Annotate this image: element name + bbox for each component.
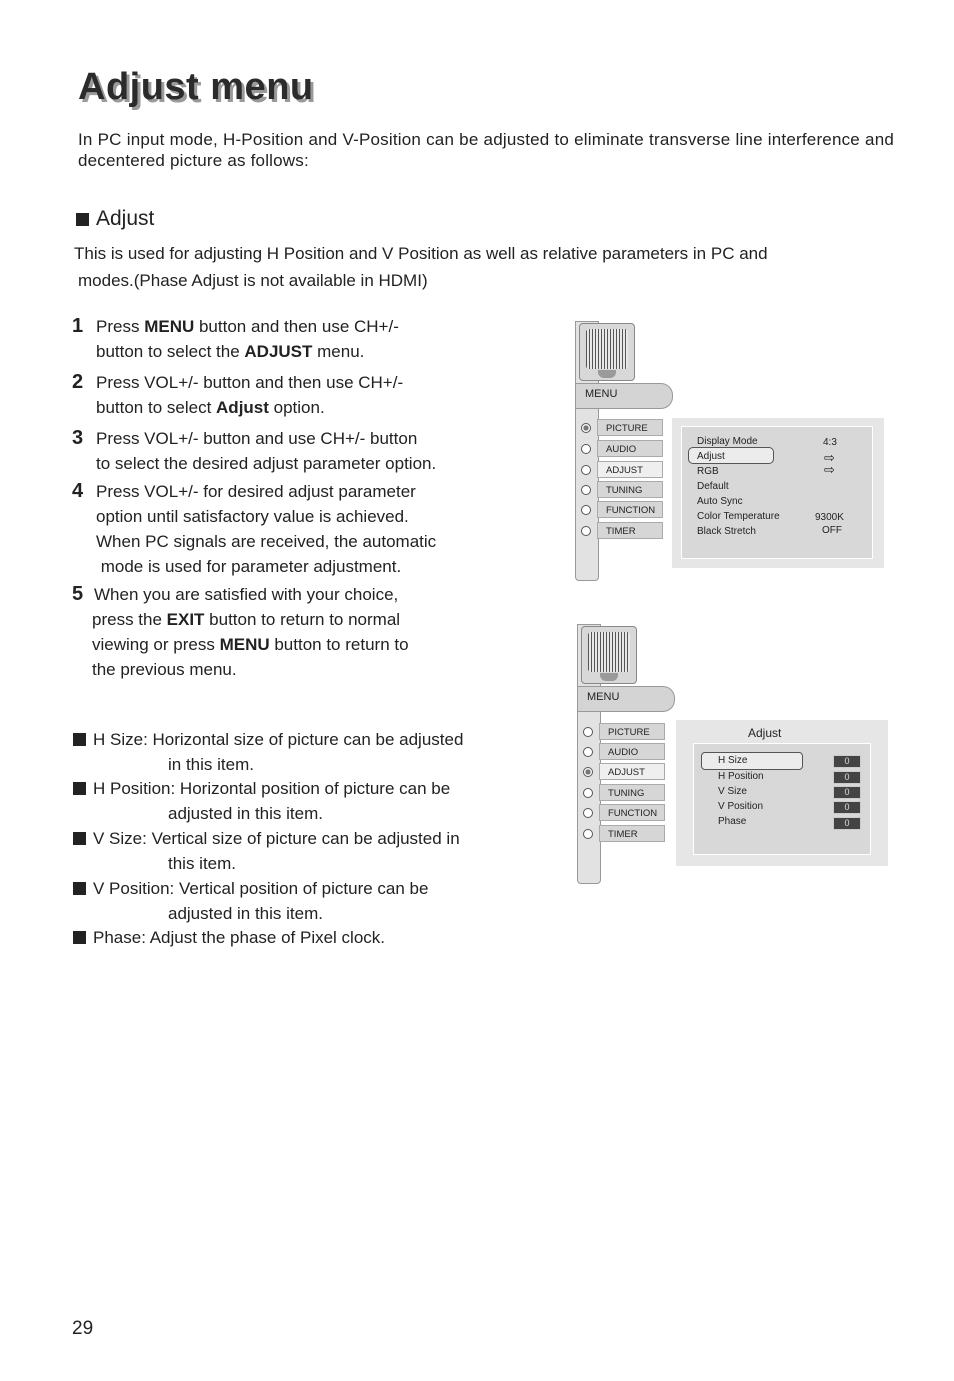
menu-item-picture[interactable]: PICTURE — [597, 419, 663, 436]
section-title: Adjust — [96, 207, 155, 230]
menu-item-tuning[interactable]: TUNING — [599, 784, 665, 801]
radio-icon[interactable] — [583, 788, 593, 798]
tv-icon — [579, 323, 635, 381]
section-desc-line-1: This is used for adjusting H Position and V Position as well as relative parameters in PC and — [74, 244, 768, 263]
step-2 — [72, 370, 403, 420]
option-adjust[interactable]: Adjust — [697, 451, 725, 462]
black-stretch-value: OFF — [822, 525, 842, 536]
bullet-phase — [73, 926, 385, 951]
step-number: 3 — [72, 427, 84, 449]
color-temp-value: 9300K — [815, 512, 844, 523]
square-bullet-icon — [73, 832, 86, 845]
menu-item-audio[interactable]: AUDIO — [599, 743, 665, 760]
radio-icon[interactable] — [581, 485, 591, 495]
option-h-size[interactable]: H Size — [718, 755, 748, 766]
step-keyword: ADJUST — [244, 342, 313, 361]
menu-item-adjust[interactable]: ADJUST — [599, 763, 665, 780]
radio-icon[interactable] — [583, 767, 593, 777]
radio-icon[interactable] — [583, 808, 593, 818]
step-keyword: Adjust — [216, 398, 269, 417]
option-color-temperature[interactable]: Color Temperature — [697, 511, 780, 522]
arrow-right-icon: ⇨ — [824, 462, 835, 477]
radio-icon[interactable] — [581, 526, 591, 536]
step-text: option until satisfactory value is achieved. — [96, 507, 409, 526]
menu-item-timer[interactable]: TIMER — [599, 825, 665, 842]
bullet-text: H Size: Horizontal size of picture can be adjusted — [93, 730, 464, 749]
radio-icon[interactable] — [583, 747, 593, 757]
bullet-v-size — [73, 827, 460, 876]
bullet-v-position — [73, 877, 428, 926]
step-text: Press VOL+/- button and then use CH+/- — [96, 373, 404, 392]
option-h-position[interactable]: H Position — [718, 771, 764, 782]
step-text: button to select — [96, 398, 217, 417]
menu-item-function[interactable]: FUNCTION — [597, 501, 663, 518]
option-v-size[interactable]: V Size — [718, 786, 747, 797]
step-text: mode is used for parameter adjustment. — [96, 557, 402, 576]
step-text: menu. — [312, 342, 365, 361]
step-number: 4 — [72, 480, 84, 502]
bullet-text: V Position: Vertical position of picture can be — [93, 879, 429, 898]
step-keyword: MENU — [219, 635, 270, 654]
step-number: 5 — [72, 583, 84, 605]
bullet-h-position — [73, 777, 450, 826]
option-default[interactable]: Default — [697, 481, 729, 492]
bullet-text: V Size: Vertical size of picture can be adjusted in — [93, 829, 460, 848]
step-number: 1 — [72, 315, 84, 337]
step-3 — [72, 426, 436, 476]
step-keyword: MENU — [144, 317, 195, 336]
bullet-h-size — [73, 728, 463, 777]
menu-item-timer[interactable]: TIMER — [597, 522, 663, 539]
option-v-position[interactable]: V Position — [718, 801, 764, 812]
step-5 — [72, 582, 409, 682]
step-4 — [72, 479, 436, 579]
display-mode-value: 4:3 — [823, 437, 837, 448]
step-text: Press — [96, 317, 145, 336]
step-1 — [72, 314, 399, 364]
value-box[interactable]: 0 — [833, 801, 861, 814]
step-text: the previous menu. — [92, 660, 237, 679]
step-text: to select the desired adjust parameter option. — [96, 454, 437, 473]
option-auto-sync[interactable]: Auto Sync — [697, 496, 743, 507]
page-number: 29 — [72, 1318, 94, 1339]
menu-item-adjust[interactable]: ADJUST — [597, 461, 663, 478]
square-bullet-icon — [76, 213, 89, 226]
square-bullet-icon — [73, 733, 86, 746]
square-bullet-icon — [73, 882, 86, 895]
option-rgb[interactable]: RGB — [697, 466, 719, 477]
bullet-text: adjusted in this item. — [168, 803, 323, 823]
step-keyword: EXIT — [166, 610, 205, 629]
osd-menu-adjust — [575, 321, 895, 591]
value-box[interactable]: 0 — [833, 817, 861, 830]
adjust-panel-title: Adjust — [748, 726, 782, 740]
radio-icon[interactable] — [581, 444, 591, 454]
radio-icon[interactable] — [583, 727, 593, 737]
menu-item-tuning[interactable]: TUNING — [597, 481, 663, 498]
menu-label: MENU — [585, 388, 618, 400]
step-text: Press VOL+/- button and use CH+/- button — [96, 429, 418, 448]
radio-icon[interactable] — [581, 465, 591, 475]
step-text: button and then use CH+/- — [194, 317, 399, 336]
radio-icon[interactable] — [583, 829, 593, 839]
section-desc-line-2: modes.(Phase Adjust is not available in HDMI) — [78, 271, 428, 290]
value-box[interactable]: 0 — [833, 786, 861, 799]
step-text: button to return to — [269, 635, 409, 654]
step-text: When PC signals are received, the automatic — [96, 532, 437, 551]
radio-icon[interactable] — [581, 423, 591, 433]
option-phase[interactable]: Phase — [718, 816, 747, 827]
tv-icon — [581, 626, 637, 684]
step-text: button to select the — [96, 342, 245, 361]
osd-menu-adjust-submenu — [577, 624, 897, 894]
option-black-stretch[interactable]: Black Stretch — [697, 526, 756, 537]
bullet-text: adjusted in this item. — [168, 903, 323, 923]
bullet-text: this item. — [168, 853, 237, 873]
value-box[interactable]: 0 — [833, 755, 861, 768]
step-text: press the — [92, 610, 167, 629]
value-box[interactable]: 0 — [833, 771, 861, 784]
bullet-text: Phase: Adjust the phase of Pixel clock. — [93, 928, 386, 947]
step-text: button to return to normal — [204, 610, 401, 629]
menu-item-function[interactable]: FUNCTION — [599, 804, 665, 821]
intro-paragraph: In PC input mode, H-Position and V-Position can be adjusted to eliminate transverse line interference and decentered picture as follows: — [78, 130, 894, 170]
square-bullet-icon — [73, 931, 86, 944]
arrow-right-icon: ⇨ — [824, 450, 835, 465]
step-text: viewing or press — [92, 635, 220, 654]
option-display-mode[interactable]: Display Mode — [697, 436, 758, 447]
menu-item-picture[interactable]: PICTURE — [599, 723, 665, 740]
section-description — [74, 240, 894, 294]
menu-label: MENU — [587, 691, 620, 703]
square-bullet-icon — [73, 782, 86, 795]
step-text: When you are satisfied with your choice, — [94, 585, 399, 604]
bullet-text: in this item. — [168, 754, 254, 774]
page-title: Adjust menu — [78, 66, 314, 108]
radio-icon[interactable] — [581, 505, 591, 515]
step-text: Press VOL+/- for desired adjust parameter — [96, 482, 416, 501]
selection-highlight — [701, 752, 803, 770]
menu-item-audio[interactable]: AUDIO — [597, 440, 663, 457]
bullet-text: H Position: Horizontal position of picture can be — [93, 779, 451, 798]
section-heading — [76, 207, 154, 231]
step-number: 2 — [72, 371, 84, 393]
step-text: option. — [268, 398, 325, 417]
